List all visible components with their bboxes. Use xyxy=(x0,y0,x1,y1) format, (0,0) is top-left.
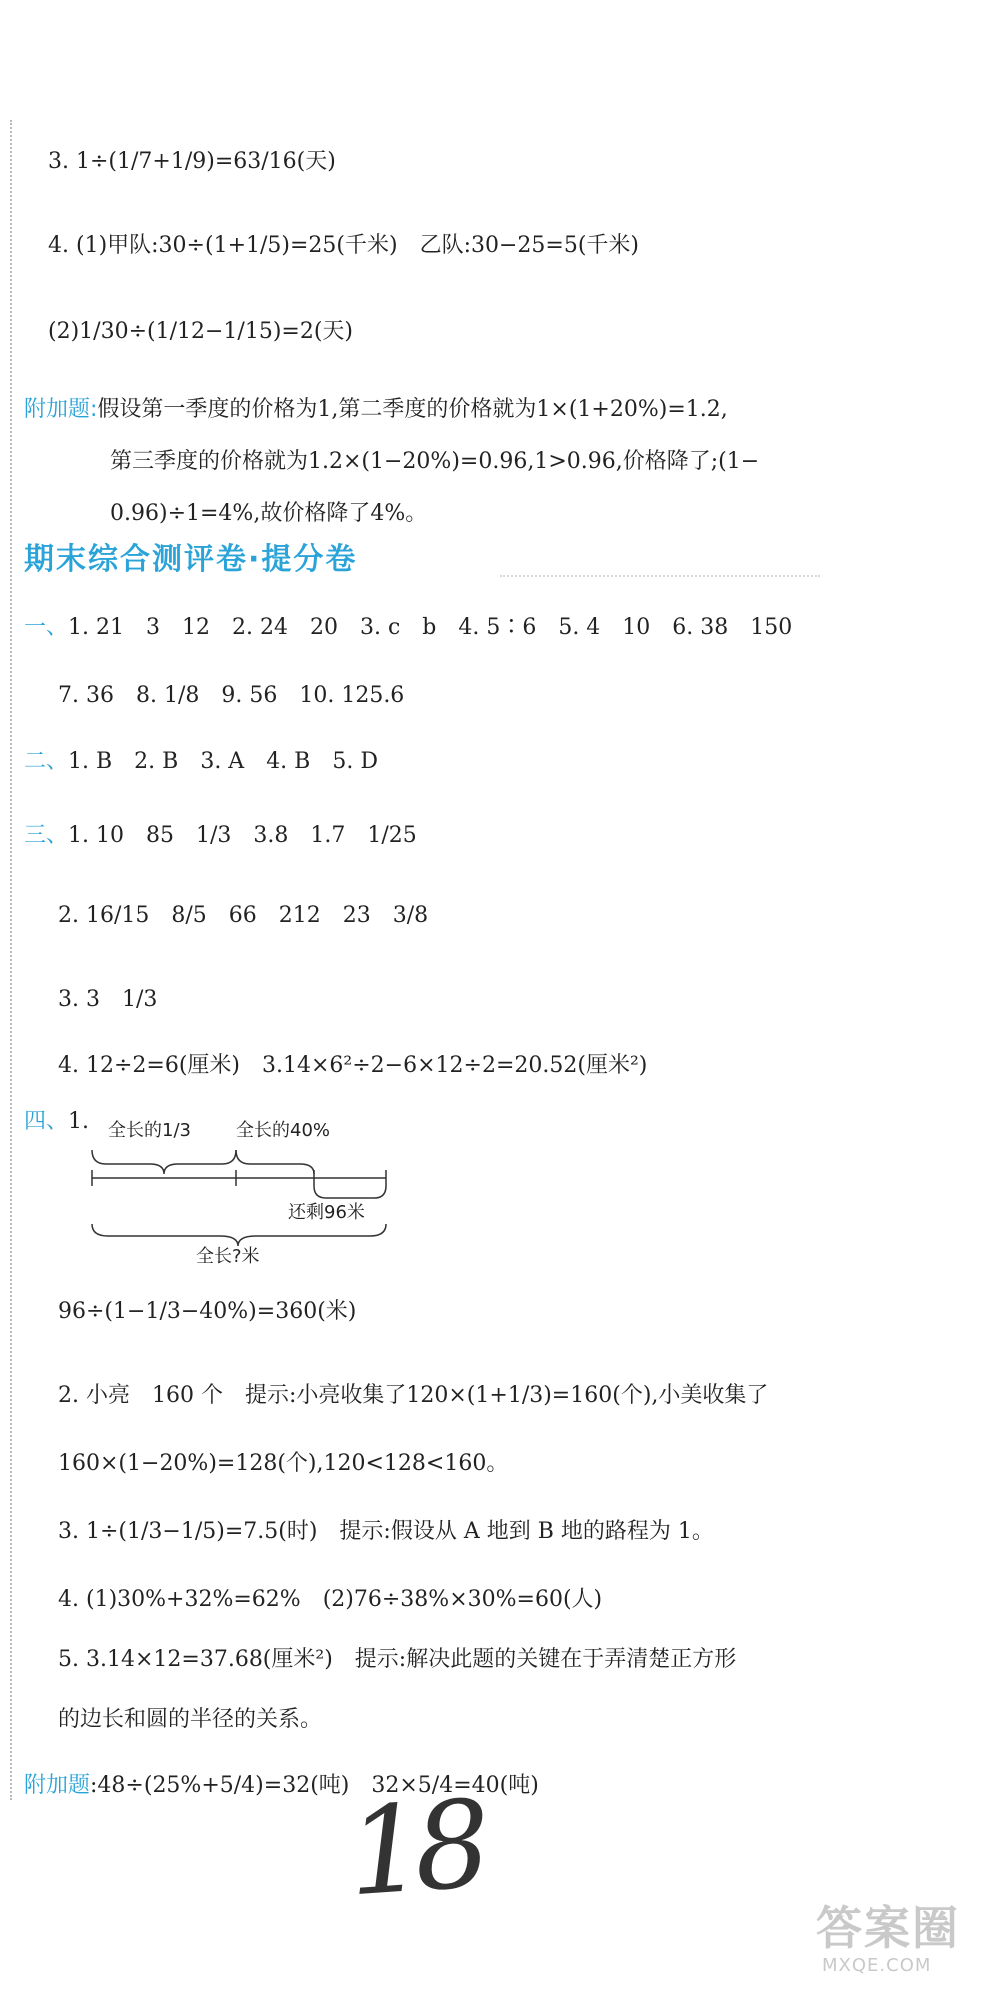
bonus-text-2: 第三季度的价格就为1.2×(1−20%)=0.96,1>0.96,价格降了;(1− xyxy=(110,449,760,474)
part-2-line xyxy=(24,742,378,782)
bonus-label: 附加题: xyxy=(24,397,98,422)
title-rule xyxy=(500,575,820,577)
part-4-answer-1: 96÷(1−1/3−40%)=360(米) xyxy=(58,1299,357,1324)
diagram-label-third: 全长的1/3 xyxy=(108,1120,191,1141)
diagram-label-total: 全长?米 xyxy=(196,1246,260,1267)
part-3-label: 三、 xyxy=(24,823,69,848)
part-4-answer-2a: 2. 小亮 160 个 提示:小亮收集了120×(1+1/3)=160(个),小美收集了 xyxy=(58,1383,769,1408)
brace-total xyxy=(92,1224,386,1246)
section-title: 期末综合测评卷·提分卷 xyxy=(24,542,358,577)
diagram-label-remaining: 还剩96米 xyxy=(288,1202,365,1223)
bonus-text-4: :48÷(25%+5/4)=32(吨) 32×5/4=40(吨) xyxy=(90,1773,539,1798)
part-3-line-2: 2. 16/15 8/5 66 212 23 3/8 xyxy=(58,903,429,928)
part-1-line-2: 7. 36 8. 1/8 9. 56 10. 125.6 xyxy=(58,683,405,708)
diagram-label-forty: 全长的40% xyxy=(236,1120,331,1141)
part-2-label: 二、 xyxy=(24,749,69,774)
part-1-text-1: 1. 21 3 12 2. 24 20 3. c b 4. 5∶6 5. 4 10 6. 38 150 xyxy=(68,615,793,640)
part-4-num: 1. xyxy=(68,1109,90,1134)
bonus-text-1: 假设第一季度的价格为1,第二季度的价格就为1×(1+20%)=1.2, xyxy=(97,397,728,422)
part-4-answer-3: 3. 1÷(1/3−1/5)=7.5(时) 提示:假设从 A 地到 B 地的路程为 1。 xyxy=(58,1519,714,1544)
part-3-line-1 xyxy=(24,816,417,856)
brace-forty-percent xyxy=(236,1150,314,1174)
bonus-label-2: 附加题 xyxy=(24,1773,91,1798)
part-4-answer-4: 4. (1)30%+32%=62% (2)76÷38%×30%=60(人) xyxy=(58,1587,603,1612)
part-4-label: 四、 xyxy=(24,1109,69,1134)
brace-remaining xyxy=(314,1186,386,1198)
answer-line-3: 3. 1÷(1/7+1/9)=63/16(天) xyxy=(48,149,336,174)
watermark-text: 答案圈 xyxy=(816,1901,960,1955)
part-4-line-1 xyxy=(24,1102,89,1142)
part-2-text: 1. B 2. B 3. A 4. B 5. D xyxy=(68,749,378,774)
part-4-answer-2b: 160×(1−20%)=128(个),120<128<160。 xyxy=(58,1451,509,1476)
left-margin-dashed-line xyxy=(10,120,12,1800)
bonus-text-3: 0.96)÷1=4%,故价格降了4%。 xyxy=(110,501,428,526)
part-3-line-3: 3. 3 1/3 xyxy=(58,987,158,1012)
bonus-question-1 xyxy=(24,390,728,430)
part-4-answer-5a: 5. 3.14×12=37.68(厘米²) 提示:解决此题的关键在于弄清楚正方形 xyxy=(58,1647,737,1672)
part-1-line-1 xyxy=(24,608,792,648)
part-1-label: 一、 xyxy=(24,615,69,640)
watermark-url: MXQE.COM xyxy=(822,1955,932,1976)
answer-line-4-1: 4. (1)甲队:30÷(1+1/5)=25(千米) 乙队:30−25=5(千米) xyxy=(48,233,640,258)
segment-diagram xyxy=(90,1120,390,1270)
watermark-stamp xyxy=(816,1900,986,1980)
part-3-line-4: 4. 12÷2=6(厘米) 3.14×6²÷2−6×12÷2=20.52(厘米²) xyxy=(58,1053,648,1078)
part-3-text-1: 1. 10 85 1/3 3.8 1.7 1/25 xyxy=(68,823,417,848)
answer-line-4-2: (2)1/30÷(1/12−1/15)=2(天) xyxy=(48,319,354,344)
handwritten-page-number: 18 xyxy=(343,1775,486,1924)
brace-first-third xyxy=(92,1150,236,1174)
part-4-answer-5b: 的边长和圆的半径的关系。 xyxy=(58,1707,323,1732)
